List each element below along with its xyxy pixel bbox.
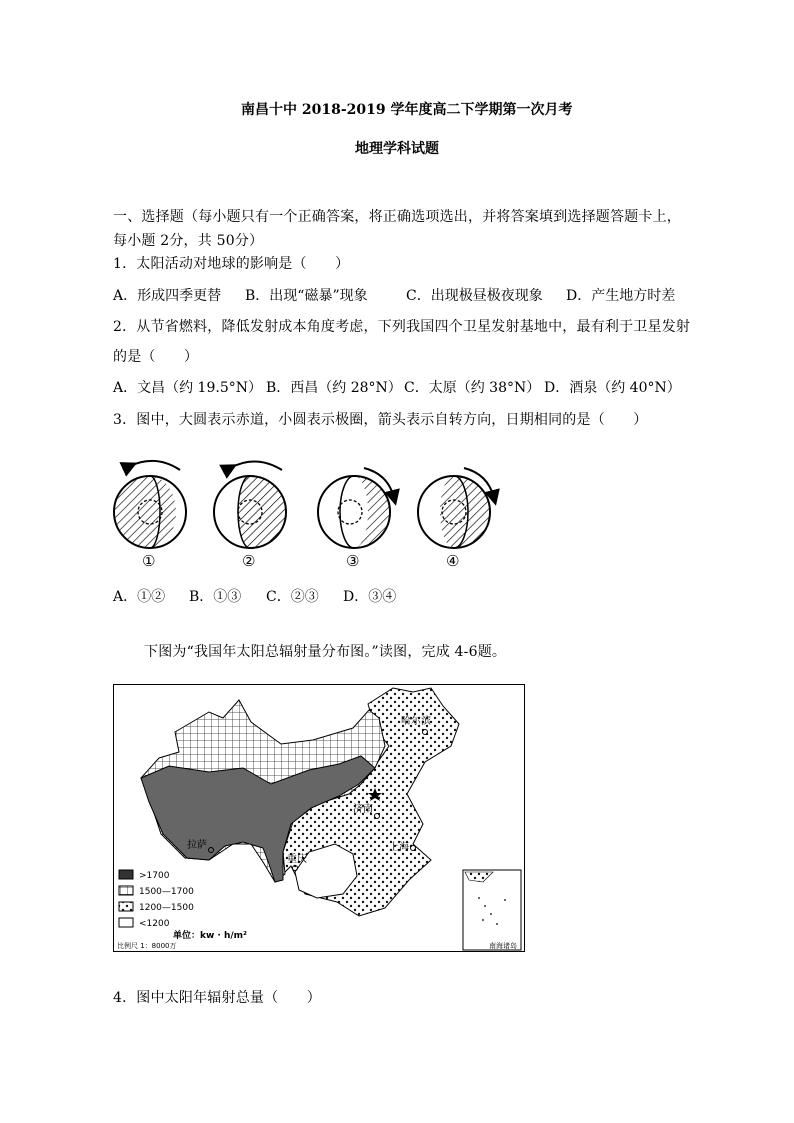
- question-1-option-a: A．形成四季更替: [113, 288, 222, 304]
- question-3-stem: 3．图中，大圆表示赤道，小圆表示极圈，箭头表示自转方向，日期相同的是（ ）: [113, 412, 648, 428]
- question-3-option-b: B．①③: [189, 589, 242, 605]
- svg-text:重庆: 重庆: [287, 854, 307, 865]
- question-2-option-b: B．西昌（约 28°N）: [266, 380, 402, 396]
- diagram-4: [418, 468, 494, 570]
- question-3-option-d: D．③④: [343, 589, 397, 605]
- question-2-stem-line1: 2．从节省燃料，降低发射成本角度考虑，下列我国四个卫星发射基地中，最有利于卫星发射: [113, 319, 691, 335]
- svg-text:哈尔滨: 哈尔滨: [401, 716, 431, 727]
- question-2-option-c: C．太原（约 38°N）: [404, 380, 541, 396]
- question-1-option-b: B．出现“磁暴”现象: [245, 288, 368, 304]
- inset-label: 南海诸岛: [489, 942, 517, 950]
- map-intro: 下图为“我国年太阳总辐射量分布图。”读图，完成 4-6题。: [144, 644, 507, 660]
- diagram-4-label: ④: [446, 552, 460, 570]
- earth-rotation-diagram: [108, 448, 503, 572]
- diagram-2-label: ②: [242, 552, 256, 570]
- svg-text:>1700: >1700: [139, 871, 170, 881]
- diagram-3: [318, 468, 394, 570]
- svg-text:<1200: <1200: [139, 919, 170, 929]
- question-3-option-c: C．②③: [266, 589, 319, 605]
- diagram-1-label: ①: [142, 552, 156, 570]
- diagram-2: [214, 461, 286, 570]
- map-unit: 单位：kw · h/m²: [173, 931, 247, 941]
- section-heading-line2: 每小题 2分，共 50分）: [113, 233, 264, 249]
- solar-radiation-map: [113, 684, 525, 952]
- diagram-3-label: ③: [346, 552, 360, 570]
- question-1-option-d: D．产生地方时差: [566, 288, 676, 304]
- svg-text:上海: 上海: [389, 842, 409, 853]
- svg-text:1500—1700: 1500—1700: [139, 887, 194, 897]
- question-3-option-a: A．①②: [113, 589, 166, 605]
- diagram-1: [114, 461, 186, 570]
- map-scale: 比例尺 1：8000万: [117, 942, 177, 950]
- section-heading-line1: 一、选择题（每小题只有一个正确答案，将正确选项选出，并将答案填到选择题答题卡上，: [113, 209, 681, 225]
- exam-subtitle: 地理学科试题: [355, 141, 439, 157]
- south-china-sea-inset: [463, 870, 521, 950]
- exam-title: 南昌十中 2018-2019 学年度高二下学期第一次月考: [241, 102, 573, 118]
- svg-text:拉萨: 拉萨: [187, 840, 207, 851]
- question-1-option-c: C．出现极昼极夜现象: [406, 288, 543, 304]
- svg-text:1200—1500: 1200—1500: [139, 903, 194, 913]
- question-2-stem-line2: 的是（ ）: [113, 349, 199, 365]
- question-2-option-d: D．酒泉（约 40°N）: [544, 380, 681, 396]
- question-2-option-a: A．文昌（约 19.5°N）: [113, 380, 262, 396]
- question-1-stem: 1．太阳活动对地球的影响是（ ）: [113, 256, 350, 272]
- svg-text:济南: 济南: [353, 804, 373, 815]
- question-4-stem: 4．图中太阳年辐射总量（ ）: [113, 990, 321, 1006]
